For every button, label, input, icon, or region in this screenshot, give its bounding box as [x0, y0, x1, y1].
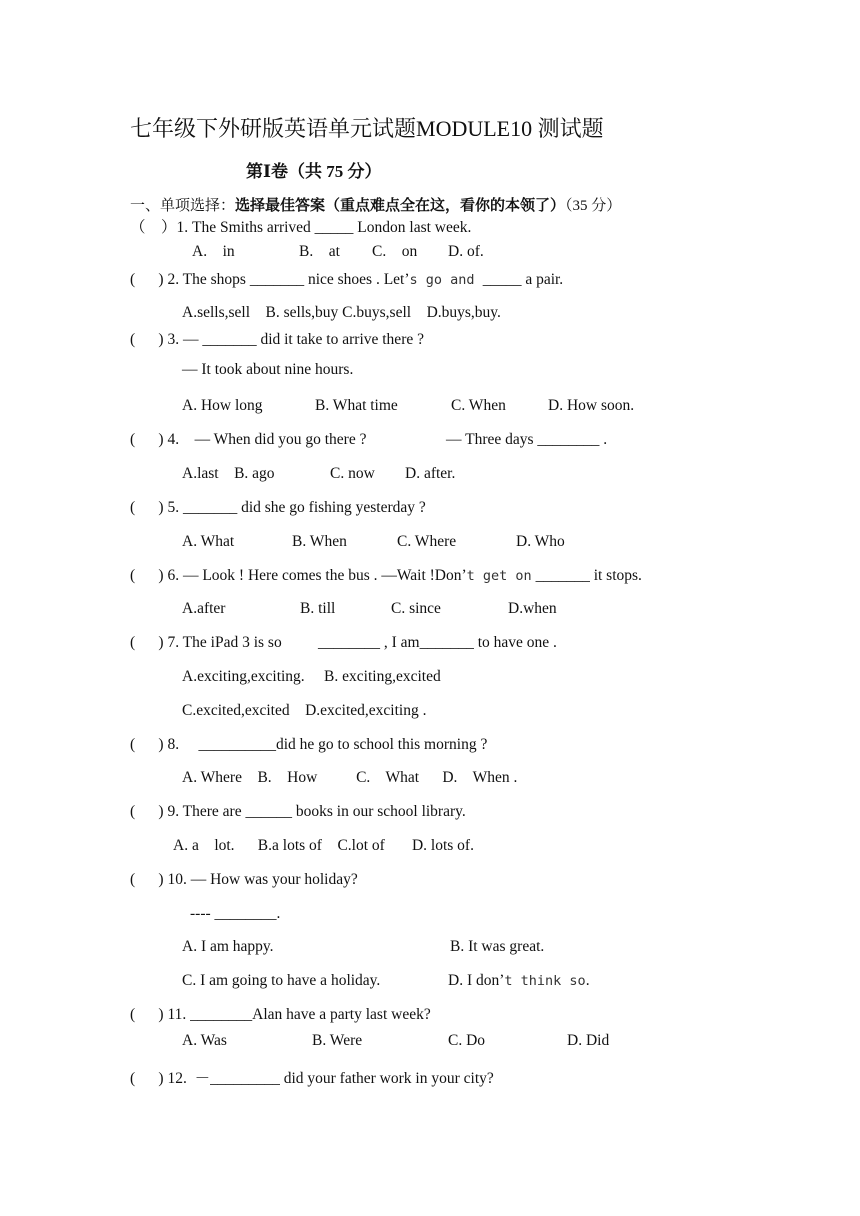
question-4-option-c: C. now	[330, 465, 375, 482]
question-12-stem: ( ) 12. －_________ did your father work in your city?	[130, 1070, 494, 1087]
question-10-option-d-part1: D. I don’	[448, 972, 505, 989]
question-11-option-a: A. Was	[182, 1032, 227, 1049]
question-5-option-d: D. Who	[516, 533, 565, 550]
question-6-stem-part3: _______ it stops.	[535, 567, 642, 584]
question-11-option-d: D. Did	[567, 1032, 610, 1049]
question-10-option-d-part2: t think so	[504, 973, 586, 989]
question-3-answer-line: — It took about nine hours.	[182, 361, 354, 378]
question-5-option-a: A. What	[182, 533, 235, 550]
question-1-option-b: B. at	[299, 243, 340, 260]
question-4-option-ab: A.last B. ago	[182, 465, 275, 482]
question-2-stem-part2: s go and	[409, 272, 483, 288]
question-2-stem-part1: ( ) 2. The shops _______ nice shoes . Let’	[130, 271, 410, 288]
question-3-option-d: D. How soon.	[548, 397, 635, 414]
question-5-option-b: B. When	[292, 533, 347, 550]
question-10-option-a: A. I am happy.	[182, 938, 274, 955]
question-3-option-b: B. What time	[315, 397, 398, 414]
question-11-stem: ( ) 11. ________Alan have a party last week?	[130, 1006, 431, 1023]
question-1-option-a: A. in	[192, 243, 235, 260]
question-7-options-ab: A.exciting,exciting. B. exciting,excited	[182, 668, 441, 685]
part-one-heading: 第Ⅰ卷（共 75 分）	[246, 162, 382, 181]
question-11-option-c: C. Do	[448, 1032, 486, 1049]
question-9-options: A. a lot. B.a lots of C.lot of D. lots of.	[173, 837, 474, 854]
question-5-option-c: C. Where	[397, 533, 457, 550]
question-6-option-d: D.when	[508, 600, 557, 617]
question-10-blank: ---- ________.	[190, 905, 281, 922]
question-6-stem-part1: ( ) 6. — Look ! Here comes the bus . —Wait !Don’	[130, 567, 467, 584]
question-1-option-c: C. on	[372, 243, 418, 260]
question-3-option-a: A. How long	[182, 397, 263, 414]
question-9-stem: ( ) 9. There are ______ books in our school library.	[130, 803, 466, 820]
section-instruction: 选择最佳答案（重点难点全在这，看你的本领了）	[235, 198, 566, 214]
question-10-option-c: C. I am going to have a holiday.	[182, 972, 381, 989]
question-10-option-d	[448, 971, 590, 991]
question-6-option-b: B. till	[300, 600, 336, 617]
question-6-option-a: A.after	[182, 600, 226, 617]
question-4-reply: — Three days ________ .	[446, 431, 608, 448]
question-6-stem	[130, 566, 642, 586]
question-1-stem: （ ）1. The Smiths arrived _____ London last week.	[130, 219, 472, 236]
question-6-stem-part2: t get on	[466, 568, 532, 584]
question-7-stem-part2: ________ , I am_______ to have one .	[318, 634, 557, 651]
question-11-option-b: B. Were	[312, 1032, 363, 1049]
question-2-options: A.sells,sell B. sells,buy C.buys,sell D.buys,buy.	[182, 304, 501, 321]
question-8-stem: ( ) 8. __________did he go to school this morning ?	[130, 736, 488, 753]
question-10-option-d-part3: .	[585, 972, 590, 989]
question-10-stem: ( ) 10. — How was your holiday?	[130, 871, 358, 888]
question-7-options-cd: C.excited,excited D.excited,exciting .	[182, 702, 427, 719]
question-8-options: A. Where B. How C. What D. When .	[182, 769, 518, 786]
question-4-stem: ( ) 4. — When did you go there ?	[130, 431, 367, 448]
question-2-stem	[130, 270, 563, 290]
question-1-option-d: D. of.	[448, 243, 484, 260]
question-4-option-d: D. after.	[405, 465, 456, 482]
section-heading	[130, 196, 621, 216]
question-2-stem-part3: _____ a pair.	[482, 271, 564, 288]
question-6-option-c: C. since	[391, 600, 441, 617]
question-10-option-b: B. It was great.	[450, 938, 545, 955]
question-3-option-c: C. When	[451, 397, 506, 414]
section-points: （35 分）	[565, 198, 622, 214]
section-prefix: 一、单项选择：	[130, 198, 236, 214]
question-7-stem-part1: ( ) 7. The iPad 3 is so	[130, 634, 282, 651]
exam-title: 七年级下外研版英语单元试题MODULE10 测试题	[130, 116, 604, 141]
question-5-stem: ( ) 5. _______ did she go fishing yesterday ?	[130, 499, 426, 516]
question-3-stem: ( ) 3. — _______ did it take to arrive there ?	[130, 331, 424, 348]
